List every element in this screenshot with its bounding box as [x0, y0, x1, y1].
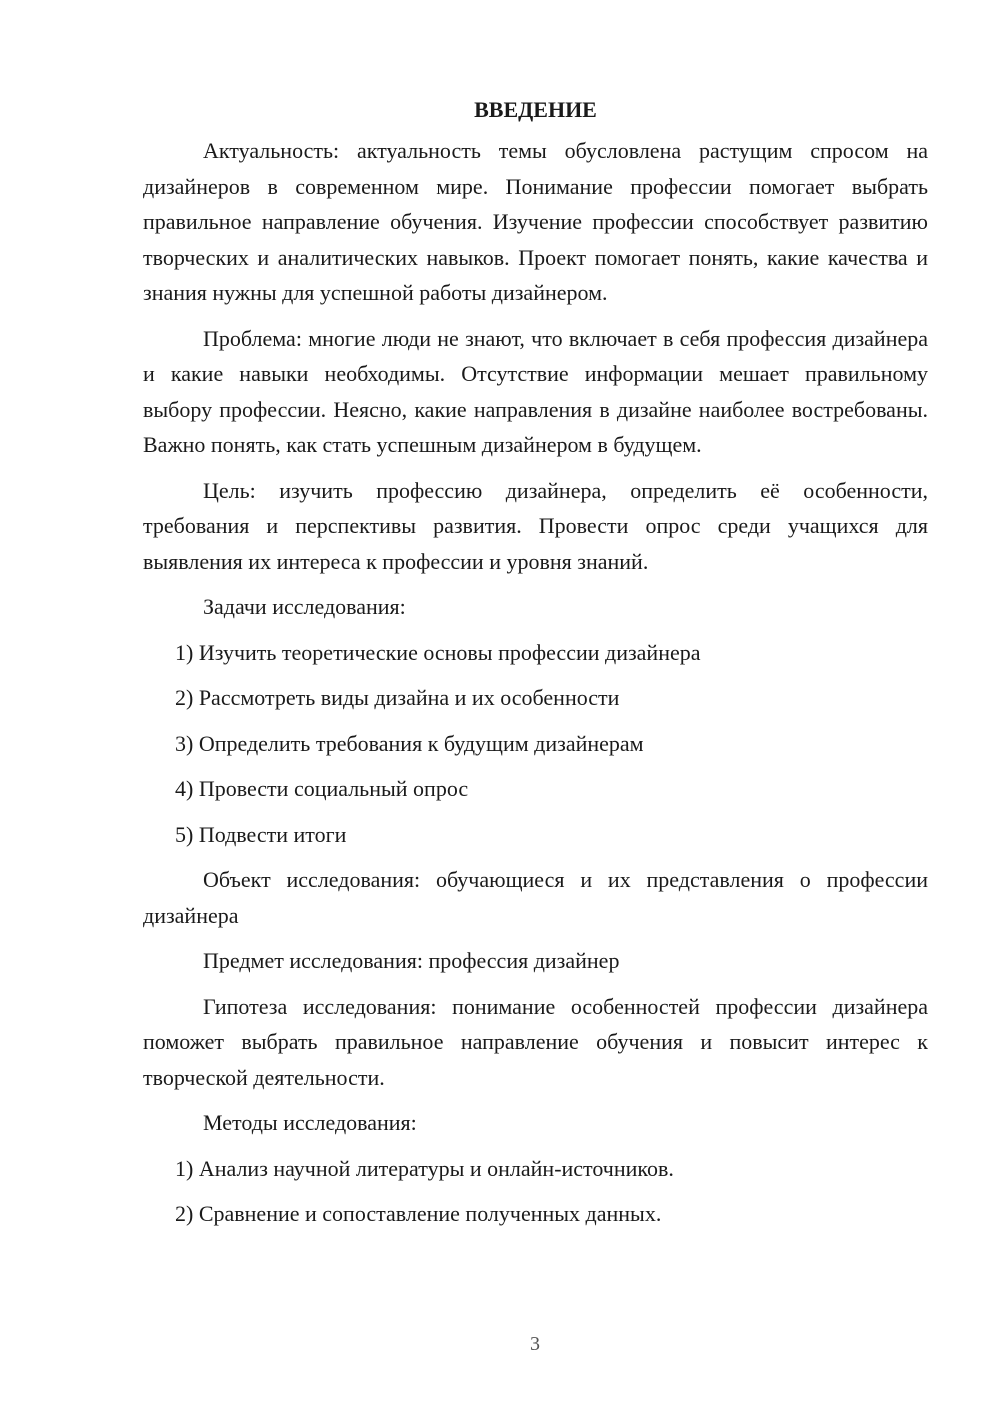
page-title: ВВЕДЕНИЕ: [474, 97, 597, 122]
method-item: 1) Анализ научной литературы и онлайн-источников.: [175, 1155, 674, 1181]
document-page: [143, 92, 928, 1242]
problem-paragraph: Проблема: многие люди не знают, что включает в себя профессия дизайнера и какие навыки необходимы. Отсутствие информации мешает правильному выбору профессии. Неясно, какие направления в дизайне наиболее востребованы. Важно понять, как стать успешным дизайнером в будущем.: [143, 325, 928, 457]
subject-paragraph: Предмет исследования: профессия дизайнер: [203, 948, 620, 973]
task-item: 4) Провести социальный опрос: [175, 776, 469, 801]
task-item: 2) Рассмотреть виды дизайна и их особенности: [175, 685, 620, 710]
relevance-paragraph: Актуальность: актуальность темы обусловлена растущим спросом на дизайнеров в современном мире. Понимание профессии помогает выбрать правильное направление обучения. Изучение профессии способствует развитию творческих и аналитических навыков. Проект помогает понять, какие качества и знания нужны для успешной работы дизайнером.: [143, 138, 928, 305]
task-item: 1) Изучить теоретические основы профессии дизайнера: [175, 639, 701, 665]
goal-paragraph: Цель: изучить профессию дизайнера, определить её особенности, требования и перспективы развития. Провести опрос среди учащихся для выявления их интереса к профессии и уровня знаний.: [143, 477, 928, 574]
hypothesis-paragraph: Гипотеза исследования: понимание особенностей профессии дизайнера поможет выбрать правильное направление обучения и повысит интерес к творческой деятельности.: [143, 993, 928, 1090]
methods-heading: Методы исследования:: [203, 1110, 417, 1135]
method-item: 2) Сравнение и сопоставление полученных данных.: [175, 1201, 662, 1226]
object-paragraph: Объект исследования: обучающиеся и их представления о профессии дизайнера: [143, 867, 928, 928]
tasks-heading: Задачи исследования:: [203, 594, 406, 619]
task-item: 5) Подвести итоги: [175, 821, 347, 847]
page-number: 3: [530, 1333, 540, 1355]
task-item: 3) Определить требования к будущим дизайнерам: [175, 730, 644, 756]
